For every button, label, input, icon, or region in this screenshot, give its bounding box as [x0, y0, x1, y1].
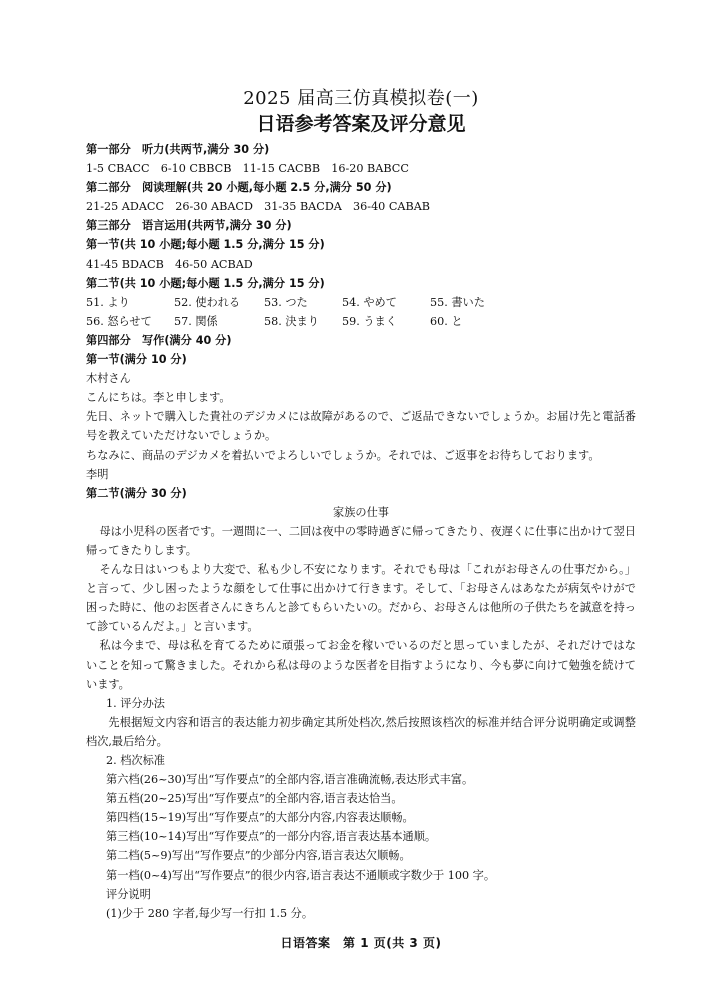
part4-section1-heading: 第一节(满分 10 分): [86, 353, 187, 367]
part3-section1-answers: 41-45 BDACB 46-50 ACBAD: [86, 257, 253, 271]
essay-paragraph-1: 母は小児科の医者です。一週間に一、二回は夜中の零時過ぎに帰ってきたり、夜遅くに仕事に出かけて翌日帰ってきたりします。: [86, 524, 636, 557]
answer-key-title: 日语参考答案及评分意见: [256, 113, 466, 135]
letter-body-2: ちなみに、商品のデジカメを着払いでよろしいでしょうか。それでは、ご返事をお待ちしております。: [86, 448, 600, 462]
letter-body-1: 先日、ネットで購入した貴社のデジカメには故障があるので、ご返品できないでしょうか。お届け先と電話番号を教えていただけないでしょうか。: [86, 410, 636, 443]
scoring-level-2: 第二档(5~9)写出“写作要点”的少部分内容,语言表达欠顺畅。: [106, 849, 411, 863]
part3-section2-answer-grid: [86, 293, 636, 331]
scoring-level-4: 第四档(15~19)写出“写作要点”的大部分内容,内容表达顺畅。: [106, 811, 414, 825]
part3-heading: 第三部分 语言运用(共两节,满分 30 分): [86, 219, 292, 233]
part2-answers: 21-25 ADACC 26-30 ABACD 31-35 BACDA 36-40 CABAB: [86, 200, 431, 214]
answer-54: 54. やめて: [342, 295, 397, 309]
letter-sender: 李明: [86, 467, 109, 481]
scoring-level-3: 第三档(10~14)写出“写作要点”的一部分内容,语言表达基本通顺。: [106, 830, 437, 844]
sample-essay: [86, 503, 636, 694]
scoring-note-1: (1)少于 280 字者,每少写一行扣 1.5 分。: [106, 906, 314, 920]
scoring-notes-heading: 评分说明: [106, 887, 151, 901]
answer-60: 60. と: [430, 314, 463, 328]
letter-greeting: こんにちは。李と申します。: [86, 391, 231, 405]
sample-letter: [86, 369, 636, 484]
answer-55: 55. 書いた: [430, 295, 485, 309]
answer-59: 59. うまく: [342, 314, 397, 328]
answer-51: 51. より: [86, 295, 130, 309]
scoring-method-heading: 1. 评分办法: [106, 696, 165, 710]
part4-heading: 第四部分 写作(满分 40 分): [86, 333, 232, 347]
essay-paragraph-2: そんな日はいつもより大変で、私も少し不安になります。それでも母は「これがお母さんの仕事だから。」と言って、少し困ったような顔をして仕事に出かけて行きます。そして、「お母さんはあなたが病気やけがで困った時に、他のお医者さんにきちんと診てもらいたいの。だから、お母さんは他所の子供たちを誠意を持って診ているんだよ。」と言います。: [86, 563, 636, 634]
essay-paragraph-3: 私は今まで、母は私を育てるために頑張ってお金を稼いでいるのだと思っていましたが、それだけではないことを知って驚きました。それから私は母のような医者を目指すようになり、今も夢に向けて勉強を続けています。: [86, 639, 636, 691]
part2-heading: 第二部分 阅读理解(共 20 小题,每小题 2.5 分,满分 50 分): [86, 181, 392, 195]
exam-title: 2025 届高三仿真模拟卷(一): [243, 88, 479, 109]
essay-title: 家族の仕事: [333, 505, 389, 519]
answer-58: 58. 決まり: [264, 314, 319, 328]
scoring-level-1: 第一档(0~4)写出“写作要点”的很少内容,语言表达不通顺或字数少于 100 字。: [106, 868, 496, 882]
part3-section1-heading: 第一节(共 10 小题;每小题 1.5 分,满分 15 分): [86, 238, 325, 252]
answer-57: 57. 関係: [174, 314, 218, 328]
scoring-criteria: [86, 694, 636, 923]
page-footer: 日语答案 第 1 页(共 3 页): [280, 936, 442, 950]
answer-56: 56. 怒らせて: [86, 314, 152, 328]
scoring-method-text: 先根据短文内容和语言的表达能力初步确定其所处档次,然后按照该档次的标准并结合评分说明确定或调整档次,最后给分。: [86, 715, 636, 748]
scoring-levels-heading: 2. 档次标准: [106, 754, 165, 767]
scoring-level-5: 第五档(20~25)写出“写作要点”的全部内容,语言表达恰当。: [106, 792, 403, 806]
answer-53: 53. つた: [264, 295, 308, 309]
part3-section2-heading: 第二节(共 10 小题;每小题 1.5 分,满分 15 分): [86, 276, 325, 290]
part1-answers: 1-5 CBACC 6-10 CBBCB 11-15 CACBB 16-20 BABCC: [86, 162, 409, 176]
scoring-level-6: 第六档(26~30)写出“写作要点”的全部内容,语言准确流畅,表达形式丰富。: [106, 773, 474, 787]
letter-recipient: 木村さん: [86, 372, 131, 386]
part4-section2-heading: 第二节(满分 30 分): [86, 486, 187, 500]
answer-52: 52. 使われる: [174, 295, 241, 309]
part1-heading: 第一部分 听力(共两节,满分 30 分): [86, 143, 270, 156]
